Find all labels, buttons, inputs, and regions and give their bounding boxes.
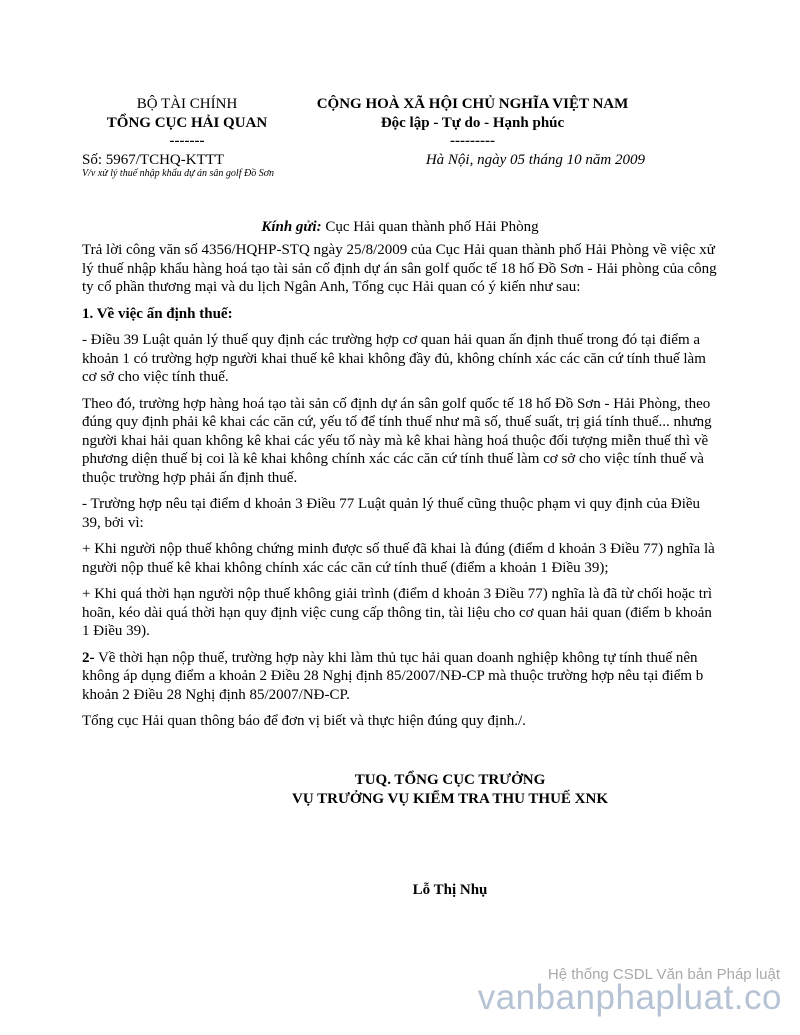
department-name: TỔNG CỤC HẢI QUAN [106,115,268,131]
ministry-name: BỘ TÀI CHÍNH [136,96,238,112]
signature-line-2: VỤ TRƯỞNG VỤ KIỂM TRA THU THUẾ XNK [291,791,609,807]
bullet-cannot-prove: + Khi người nộp thuế không chứng minh được số thuế đã khai là đúng (điểm d khoản 3 Điều 77) nghĩa là người nộp thuế kê khai không chính xác các căn cứ tính thuế (điểm a khoản 1 Điều 39); [82,541,715,576]
left-separator: ------- [169,133,205,149]
national-title-block [300,95,645,149]
recipient-label: Kính gửi: [261,219,322,235]
paragraph-accordingly: Theo đó, trường hợp hàng hoá tạo tài sản cố định dự án sân golf quốc tế 18 hố Đồ Sơn - Hải Phòng, theo đúng quy định phải kê khai các căn cứ, yếu tố để tính thuế như mã số, thuế suất, trị giá tính thuế... nhưng người khai hải quan không kê khai các yếu tố này mà kê khai hàng hoá thuộc đối tượng miễn thuế thì về phương diện thuế bị coi là kê khai không chính xác các căn cứ tính thuế làm cơ sở cho việc tính thuế và thuộc trường hợp phải ấn định thuế. [82,395,712,486]
recipient-name: Cục Hải quan thành phố Hải Phòng [321,219,539,235]
right-separator: --------- [450,133,495,149]
document-subject: V/v xử lý thuế nhập khẩu dự án sân golf Đồ Sơn [82,168,275,179]
paragraph-article-77: - Trường hợp nêu tại điểm d khoản 3 Điều 77 Luật quản lý thuế cũng thuộc phạm vi quy định của Điều 39, bởi vì: [82,496,701,531]
recipient-line [82,218,718,237]
closing-paragraph: Tổng cục Hải quan thông báo để đơn vị biết và thực hiện đúng quy định./. [82,713,526,729]
signature-title-block [250,771,650,809]
section-2-paragraph [82,649,722,705]
country-name: CỘNG HOÀ XÃ HỘI CHỦ NGHĨA VIỆT NAM [316,96,629,112]
intro-paragraph: Trả lời công văn số 4356/HQHP-STQ ngày 25/8/2009 của Cục Hải quan thành phố Hải Phòng về việc xử lý thuế nhập khẩu hàng hoá tạo tài sản cố định dự án sân golf quốc tế 18 hố Đồ Sơn - Hải phòng của công ty cổ phần thương mại và du lịch Ngân Anh, Tổng cục Hải quan có ý kiến như sau: [82,242,717,295]
document-number: Số: 5967/TCHQ-KTTT [82,152,225,168]
document-date: Hà Nội, ngày 05 tháng 10 năm 2009 [425,152,645,168]
section-2-label: 2- [82,649,95,666]
letter-body [82,241,722,739]
section-2-text: Về thời hạn nộp thuế, trường hợp này khi làm thủ tục hải quan doanh nghiệp không tự tính thuế nên không áp dụng điểm a khoản 2 Điều 28 Nghị định 85/2007/NĐ-CP mà thuộc trường hợp nêu tại điểm b khoản 2 Điều 28 Nghị định 85/2007/NĐ-CP. [82,649,704,703]
watermark-site-name: vanbanphapluat.co [477,978,782,1017]
watermark-caption: Hệ thống CSDL Văn bản Pháp luật [547,966,780,983]
section-1-heading: 1. Về việc ấn định thuế: [82,305,233,322]
bullet-overdue-explanation: + Khi quá thời hạn người nộp thuế không giải trình (điểm d khoản 3 Điều 77) nghĩa là đã từ chối hoặc trì hoãn, kéo dài quá thời hạn quy định việc cung cấp thông tin, tài liệu cho cơ quan hải quan (điểm b khoản 1 Điều 39). [82,586,713,639]
signature-line-1: TUQ. TỔNG CỤC TRƯỞNG [354,772,546,788]
national-motto: Độc lập - Tự do - Hạnh phúc [380,115,565,131]
paragraph-article-39: - Điều 39 Luật quản lý thuế quy định các trường hợp cơ quan hải quan ấn định thuế trong đó tại điểm a khoản 1 có trường hợp người khai thuế kê khai không đầy đủ, không chính xác các căn cứ tính thuế làm cơ sở cho việc tính thuế. [82,332,706,385]
issuing-authority-block [82,95,292,149]
signer-name: Lỗ Thị Nhụ [412,882,488,898]
